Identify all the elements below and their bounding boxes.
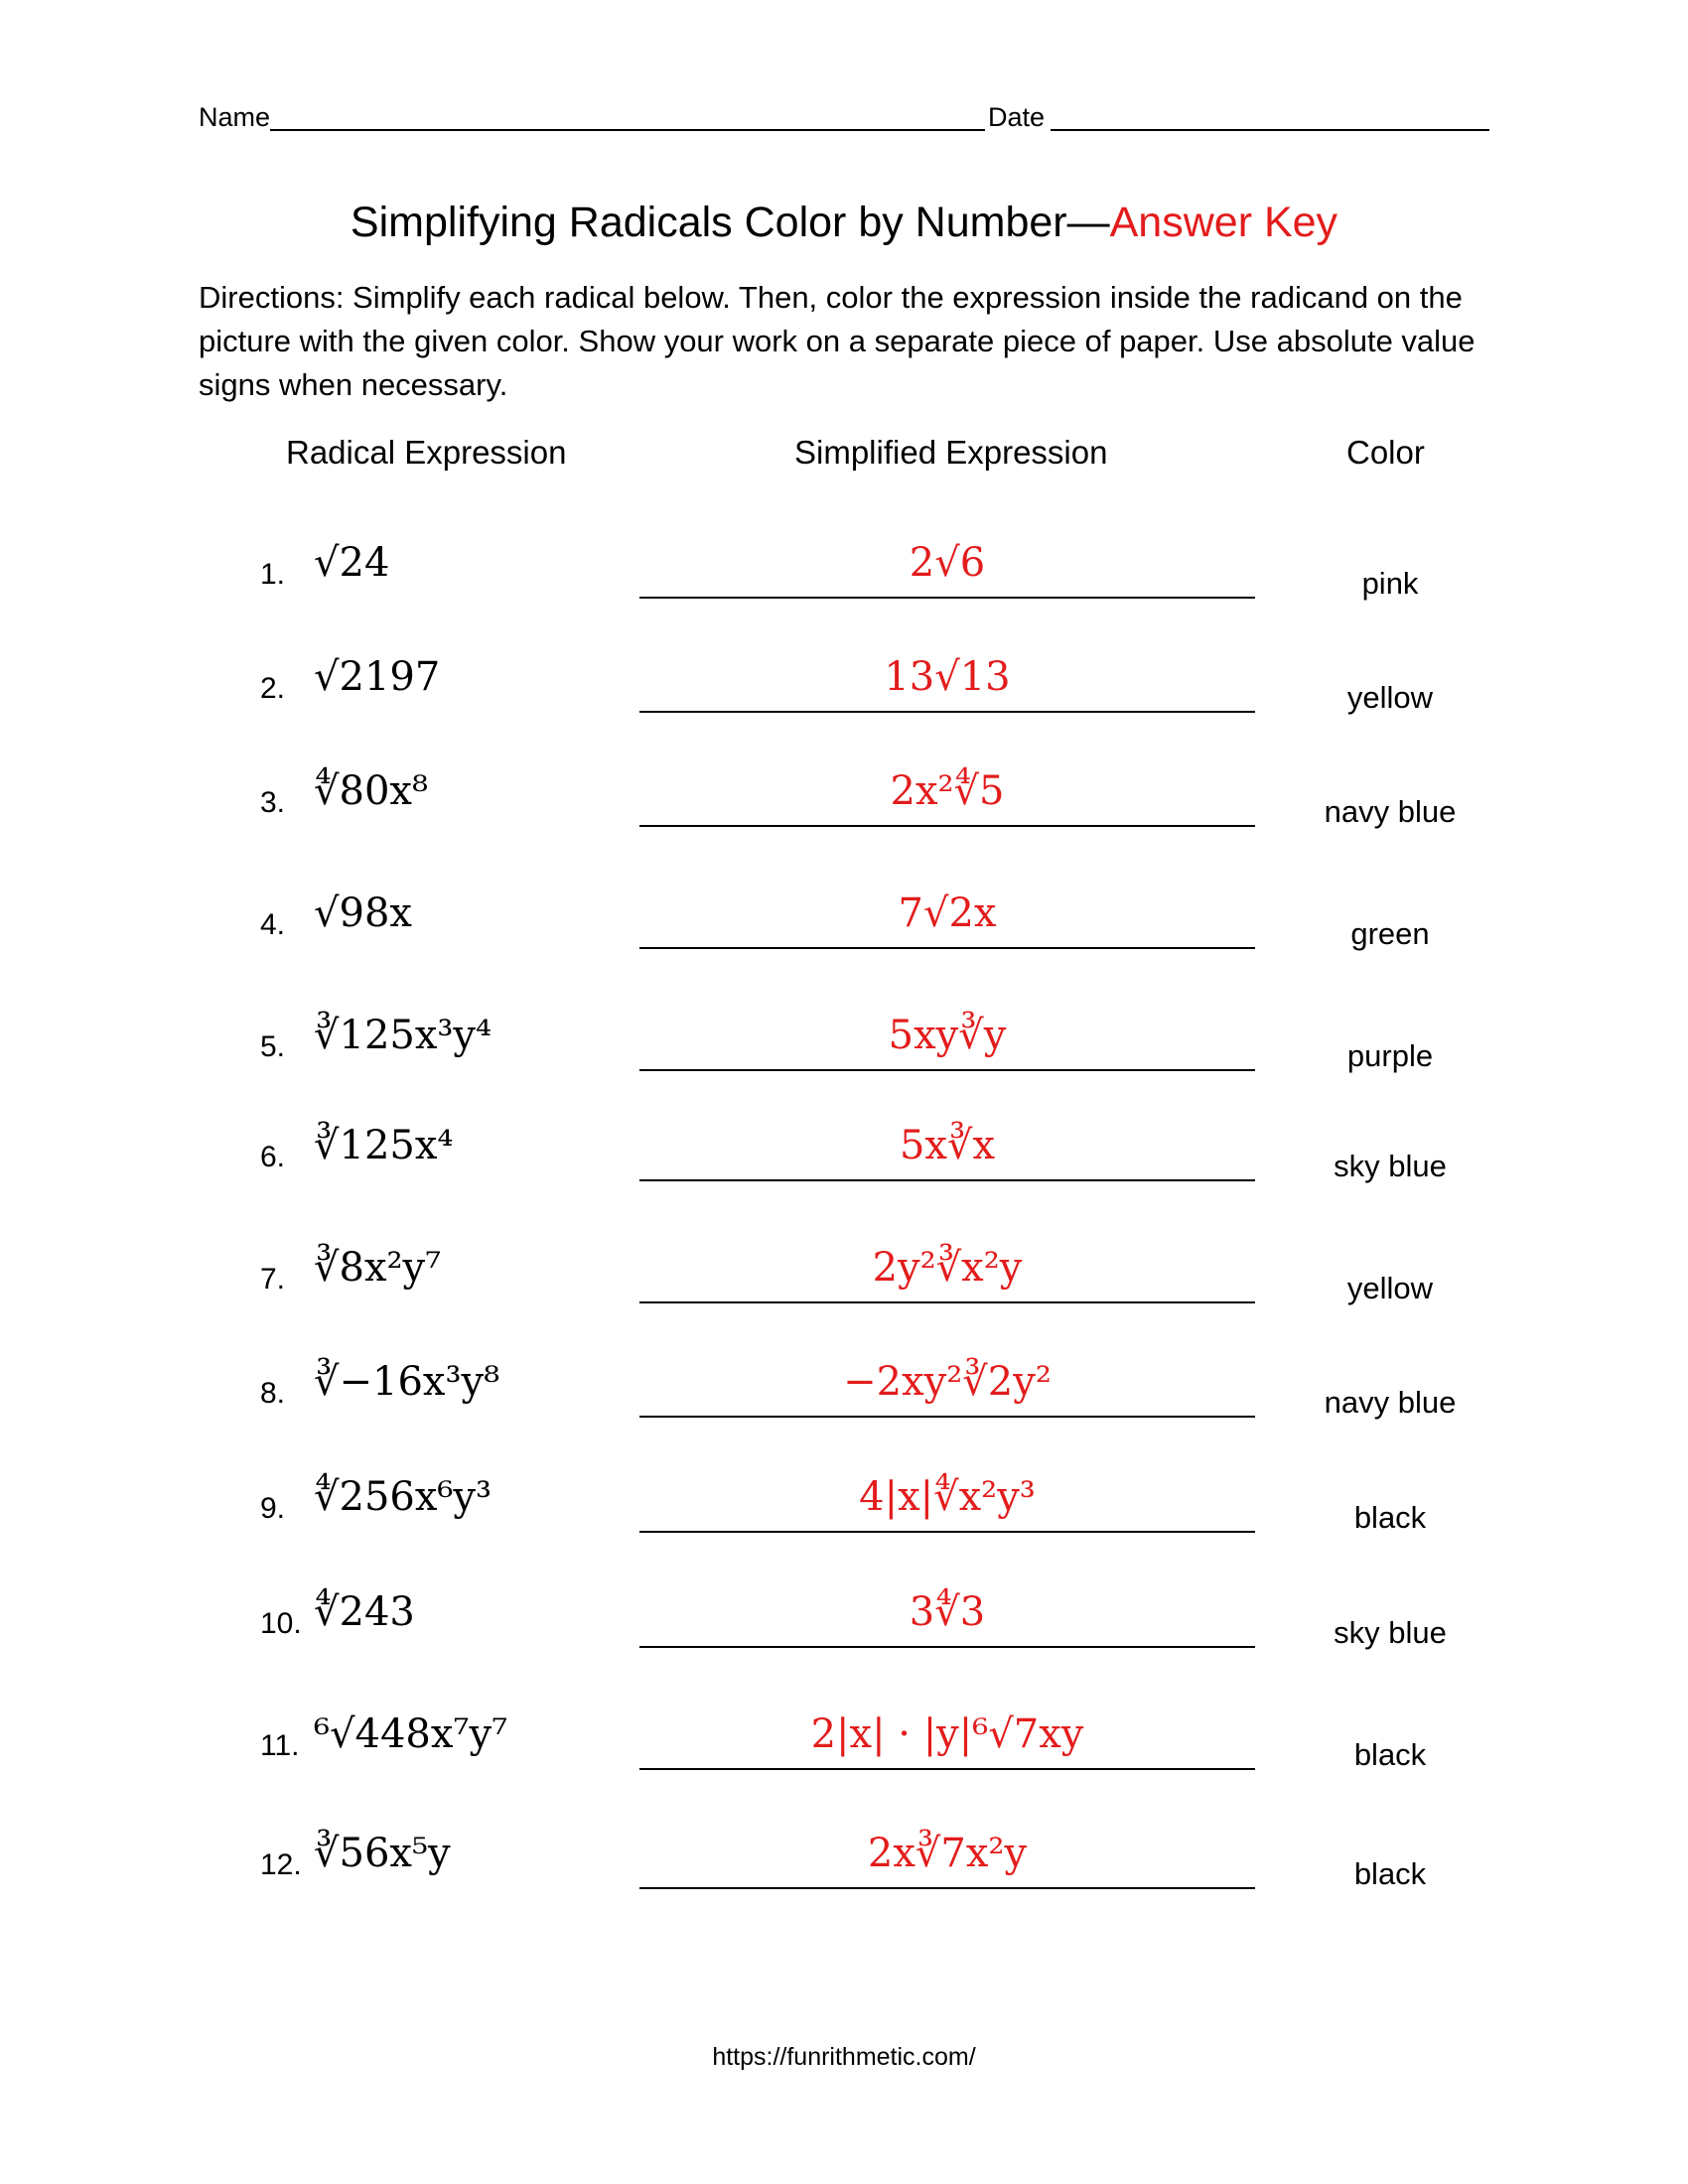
color-name: navy blue bbox=[1324, 794, 1457, 829]
date-blank bbox=[1051, 129, 1489, 131]
color-name: yellow bbox=[1346, 680, 1434, 715]
problem-number: 7. bbox=[260, 1263, 286, 1296]
simplified-answer: 2x∛7x²y bbox=[867, 1831, 1028, 1876]
answer-blank bbox=[639, 597, 1255, 599]
radical-expression: ∜256x⁶y³ bbox=[314, 1474, 492, 1520]
footer-url: https://funrithmetic.com/ bbox=[712, 2043, 976, 2071]
radical-expression: ∛56x⁵y bbox=[314, 1831, 451, 1876]
answer-blank bbox=[639, 1069, 1255, 1071]
answer-blank bbox=[639, 1301, 1255, 1303]
title-main: Simplifying Radicals Color by Number— bbox=[350, 199, 1110, 246]
simplified-answer: 5xy∛y bbox=[888, 1013, 1007, 1058]
answer-blank bbox=[639, 1768, 1255, 1770]
problem-row bbox=[0, 1470, 1688, 1540]
name-blank bbox=[270, 129, 985, 131]
problem-number: 11. bbox=[260, 1729, 300, 1762]
radical-expression: ∜80x⁸ bbox=[314, 768, 428, 814]
problem-row bbox=[0, 1827, 1688, 1896]
color-name: black bbox=[1353, 1500, 1427, 1535]
page-title bbox=[0, 199, 1688, 247]
simplified-answer: 7√2x bbox=[898, 890, 997, 936]
problem-number: 9. bbox=[260, 1492, 286, 1525]
problem-row bbox=[0, 1355, 1688, 1425]
problem-number: 10. bbox=[260, 1607, 302, 1640]
color-name: purple bbox=[1346, 1038, 1434, 1073]
problem-number: 6. bbox=[260, 1141, 286, 1173]
date-label: Date bbox=[988, 102, 1046, 132]
problem-number: 8. bbox=[260, 1377, 286, 1410]
problem-row bbox=[0, 536, 1688, 606]
answer-blank bbox=[639, 947, 1255, 949]
problem-row bbox=[0, 887, 1688, 956]
problem-row bbox=[0, 650, 1688, 720]
name-label: Name bbox=[199, 102, 271, 132]
problem-number: 1. bbox=[260, 558, 286, 591]
simplified-answer: 2|x| · |y|⁶√7xy bbox=[810, 1711, 1084, 1757]
column-header-radical: Radical Expression bbox=[286, 434, 567, 471]
problem-row bbox=[0, 1241, 1688, 1310]
radical-expression: ∛125x³y⁴ bbox=[314, 1013, 492, 1058]
answer-blank bbox=[639, 711, 1255, 713]
answer-blank bbox=[639, 1887, 1255, 1889]
radical-expression: ∛125x⁴ bbox=[314, 1123, 454, 1168]
radical-expression: √2197 bbox=[314, 654, 441, 700]
problem-number: 3. bbox=[260, 786, 286, 819]
radical-expression: ⁶√448x⁷y⁷ bbox=[314, 1711, 508, 1757]
column-header-simplified: Simplified Expression bbox=[794, 434, 1108, 471]
directions-text: : Simplify each radical below. Then, color the expression inside the radicand on the picture with the given color. Show your work on a separate piece of paper. Use absolute value signs when necessary. bbox=[199, 280, 1476, 402]
simplified-answer: 2√6 bbox=[909, 540, 986, 586]
radical-expression: ∛8x²y⁷ bbox=[314, 1245, 442, 1291]
problem-number: 2. bbox=[260, 672, 286, 705]
simplified-answer: 13√13 bbox=[884, 654, 1011, 700]
radical-expression: ∜243 bbox=[314, 1589, 415, 1635]
color-name: black bbox=[1353, 1737, 1427, 1772]
answer-blank bbox=[639, 1531, 1255, 1533]
color-name: black bbox=[1353, 1856, 1427, 1891]
answer-blank bbox=[639, 825, 1255, 827]
simplified-answer: 3∜3 bbox=[909, 1589, 986, 1635]
problem-number: 5. bbox=[260, 1030, 286, 1063]
color-name: pink bbox=[1361, 566, 1419, 601]
title-answer-key: Answer Key bbox=[1109, 199, 1338, 246]
simplified-answer: 5x∛x bbox=[899, 1123, 996, 1168]
radical-expression: ∛−16x³y⁸ bbox=[314, 1359, 500, 1405]
problem-number: 4. bbox=[260, 908, 286, 941]
column-header-color: Color bbox=[1346, 434, 1425, 471]
problem-row bbox=[0, 1009, 1688, 1078]
problem-row bbox=[0, 1585, 1688, 1655]
answer-blank bbox=[639, 1179, 1255, 1181]
problem-number: 12. bbox=[260, 1848, 302, 1881]
problem-row bbox=[0, 764, 1688, 834]
color-name: sky blue bbox=[1334, 1615, 1447, 1650]
answer-blank bbox=[639, 1416, 1255, 1418]
color-name: yellow bbox=[1346, 1271, 1434, 1305]
directions-label: Directions bbox=[199, 280, 336, 315]
problem-row bbox=[0, 1707, 1688, 1777]
answer-blank bbox=[639, 1646, 1255, 1648]
radical-expression: √98x bbox=[314, 890, 412, 936]
directions bbox=[199, 276, 1499, 407]
simplified-answer: 2x²∜5 bbox=[890, 768, 1005, 814]
color-name: navy blue bbox=[1324, 1385, 1457, 1420]
simplified-answer: −2xy²∛2y² bbox=[843, 1359, 1052, 1405]
name-date-line bbox=[199, 99, 1489, 139]
simplified-answer: 2y²∛x²y bbox=[872, 1245, 1023, 1291]
color-name: sky blue bbox=[1334, 1149, 1447, 1183]
problem-row bbox=[0, 1119, 1688, 1188]
simplified-answer: 4|x|∜x²y³ bbox=[859, 1474, 1036, 1520]
radical-expression: √24 bbox=[314, 540, 390, 586]
color-name: green bbox=[1350, 916, 1430, 951]
